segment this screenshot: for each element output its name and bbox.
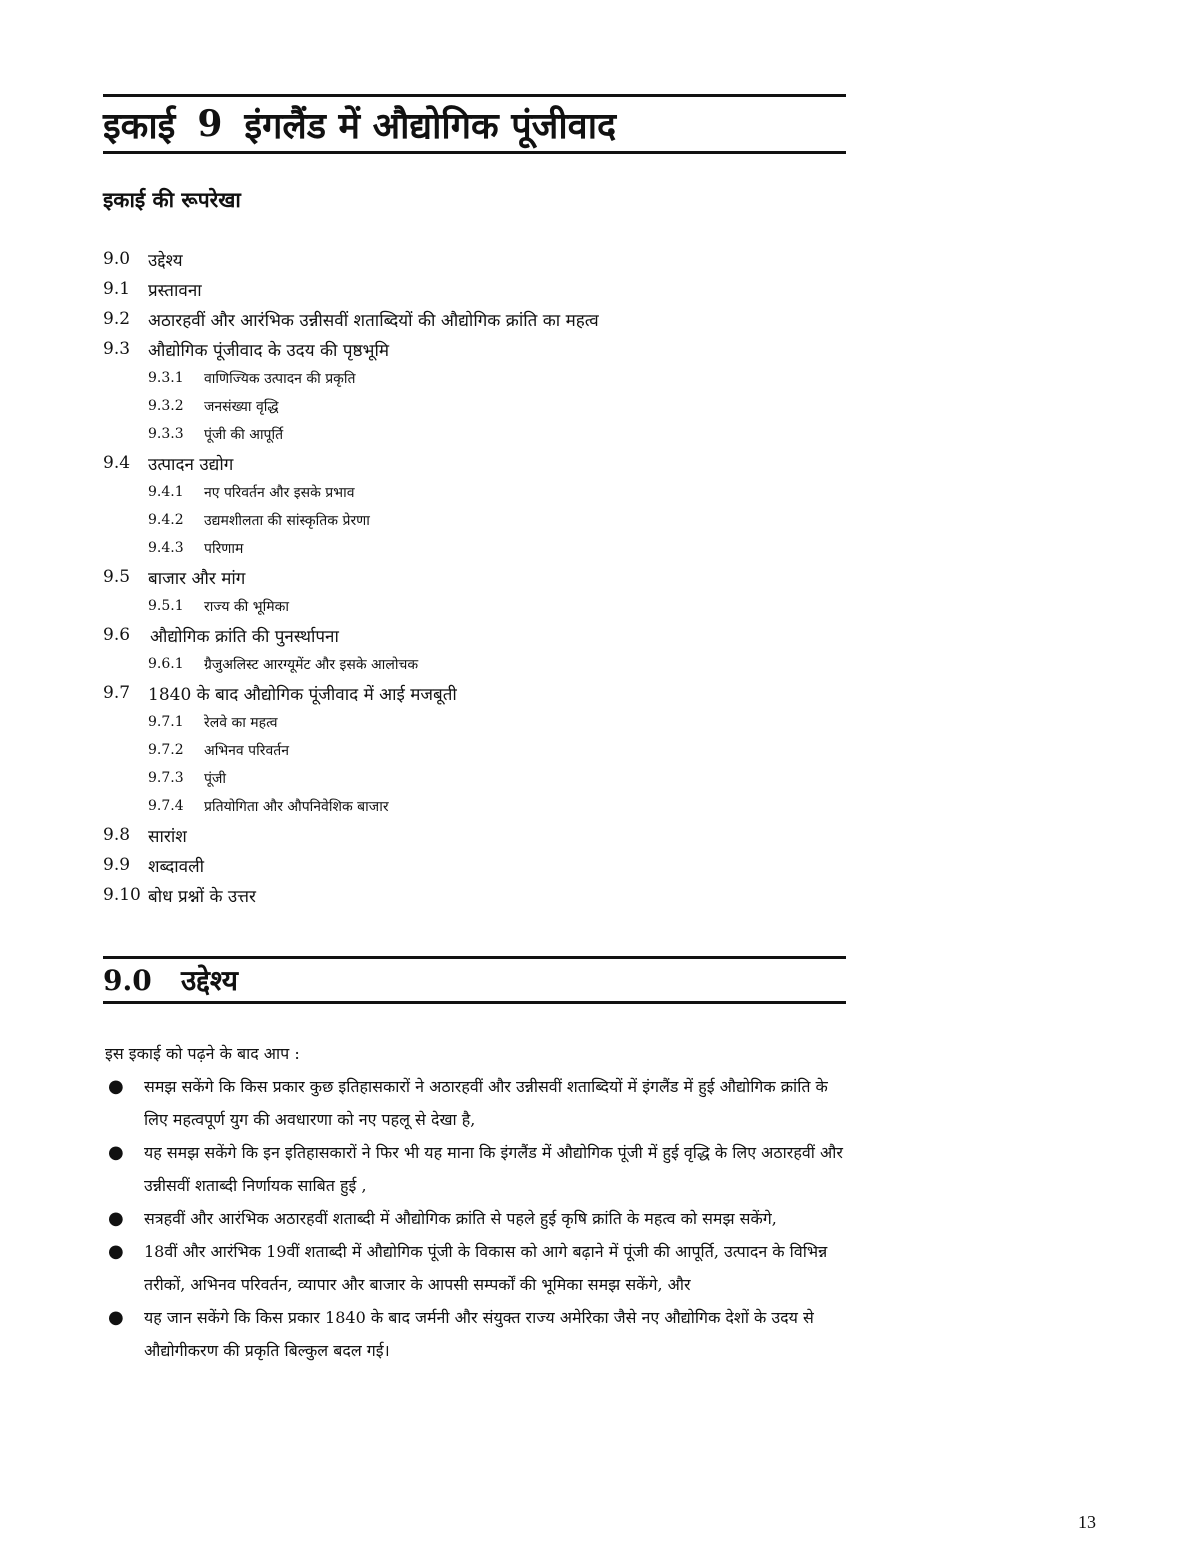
outline-item-text: जनसंख्या वृद्धि bbox=[204, 398, 279, 415]
outline-item bbox=[103, 880, 843, 910]
outline-list bbox=[103, 244, 843, 910]
outline-item-text: अठारहवीं और आरंभिक उन्नीसवीं शताब्दियों की औद्योगिक क्रांति का महत्व bbox=[148, 310, 599, 331]
outline-heading: इकाई की रूपरेखा bbox=[103, 187, 241, 212]
outline-item-number: 9.4 bbox=[103, 453, 131, 473]
outline-item bbox=[103, 304, 843, 334]
outline-item-number: 9.3.1 bbox=[148, 370, 184, 386]
objective-text: सत्रहवीं और आरंभिक अठारहवीं शताब्दी में औद्योगिक क्रांति से पहले हुई कृषि क्रांति के महत्व को समझ सकेंगे, bbox=[144, 1209, 777, 1228]
section-rule-top bbox=[103, 956, 846, 959]
objective-text: यह जान सकेंगे कि किस प्रकार 1840 के बाद जर्मनी और संयुक्त राज्य अमेरिका जैसे नए औद्योगिक देशों के उदय से औद्योगीकरण की प्रकृति बिल्कुल बदल गई। bbox=[144, 1308, 814, 1360]
section-number: 9.0 bbox=[103, 963, 152, 997]
outline-item-text: बाजार और मांग bbox=[148, 568, 246, 589]
outline-item bbox=[103, 448, 843, 478]
bullet-icon: ● bbox=[108, 1241, 124, 1262]
header-rule-bottom bbox=[103, 151, 846, 154]
outline-subitem bbox=[103, 364, 843, 392]
bullet-icon: ● bbox=[108, 1142, 124, 1163]
objectives-list bbox=[108, 1070, 853, 1367]
outline-item bbox=[103, 274, 843, 304]
outline-item-text: परिणाम bbox=[204, 540, 244, 557]
outline-item-number: 9.10 bbox=[103, 885, 141, 905]
outline-item-number: 9.3.2 bbox=[148, 398, 184, 414]
outline-item-number: 9.7.3 bbox=[148, 770, 184, 786]
outline-item-text: उद्देश्य bbox=[148, 250, 183, 271]
bullet-icon: ● bbox=[108, 1208, 124, 1229]
outline-item-number: 9.2 bbox=[103, 309, 131, 329]
outline-item-text: शब्दावली bbox=[148, 856, 205, 877]
unit-label: इकाई bbox=[103, 104, 176, 147]
outline-item-number: 9.3 bbox=[103, 339, 131, 359]
outline-item-number: 9.8 bbox=[103, 825, 131, 845]
outline-subitem bbox=[103, 592, 843, 620]
outline-item-number: 9.5.1 bbox=[148, 598, 184, 614]
outline-item-text: पूंजी bbox=[204, 770, 226, 787]
outline-item-number: 9.5 bbox=[103, 567, 131, 587]
outline-item-text: उत्पादन उद्योग bbox=[148, 454, 234, 475]
outline-subitem bbox=[103, 708, 843, 736]
bullet-icon: ● bbox=[108, 1076, 124, 1097]
outline-item-number: 9.6.1 bbox=[148, 656, 184, 672]
outline-item-text: राज्य की भूमिका bbox=[204, 598, 289, 615]
outline-item-text: नए परिवर्तन और इसके प्रभाव bbox=[204, 484, 355, 501]
outline-item-number: 9.9 bbox=[103, 855, 131, 875]
unit-number: 9 bbox=[197, 103, 223, 145]
outline-item-text: सारांश bbox=[148, 826, 187, 847]
outline-item-number: 9.4.2 bbox=[148, 512, 184, 528]
unit-title bbox=[103, 100, 616, 148]
objective-text: यह समझ सकेंगे कि इन इतिहासकारों ने फिर भी यह माना कि इंगलैंड में औद्योगिक पूंजी में हुई वृद्धि के लिए अठारहवीं और उन्नीसवीं शताब्दी निर्णायक साबित हुई , bbox=[144, 1143, 843, 1195]
outline-item-text: औद्योगिक पूंजीवाद के उदय की पृष्ठभूमि bbox=[148, 340, 390, 361]
bullet-icon: ● bbox=[108, 1307, 124, 1328]
outline-subitem bbox=[103, 506, 843, 534]
outline-subitem bbox=[103, 736, 843, 764]
outline-subitem bbox=[103, 478, 843, 506]
outline-subitem bbox=[103, 650, 843, 678]
header-rule-top bbox=[103, 94, 846, 97]
outline-item-text: अभिनव परिवर्तन bbox=[204, 742, 290, 759]
section-title-text: उद्देश्य bbox=[181, 964, 239, 997]
outline-item-text: बोध प्रश्नों के उत्तर bbox=[148, 886, 256, 907]
outline-item-text: ग्रैजुअलिस्ट आरग्यूमेंट और इसके आलोचक bbox=[204, 656, 419, 673]
outline-subitem bbox=[103, 764, 843, 792]
page-number: 13 bbox=[1078, 1512, 1096, 1532]
objective-item bbox=[108, 1136, 853, 1202]
outline-subitem bbox=[103, 392, 843, 420]
outline-subitem bbox=[103, 792, 843, 820]
outline-item bbox=[103, 820, 843, 850]
objective-item bbox=[108, 1301, 853, 1367]
outline-subitem bbox=[103, 534, 843, 562]
outline-item-number: 9.3.3 bbox=[148, 426, 184, 442]
outline-item-number: 9.7.4 bbox=[148, 798, 184, 814]
outline-item-number: 9.6 bbox=[103, 625, 131, 645]
outline-item-number: 9.4.3 bbox=[148, 540, 184, 556]
objective-text: समझ सकेंगे कि किस प्रकार कुछ इतिहासकारों ने अठारहवीं और उन्नीसवीं शताब्दियों में इंगलैंड में हुई औद्योगिक क्रांति के लिए महत्वपूर्ण युग की अवधारणा को नए पहलू से देखा है, bbox=[144, 1077, 828, 1129]
outline-item-number: 9.0 bbox=[103, 249, 131, 269]
objective-item bbox=[108, 1235, 853, 1301]
outline-item bbox=[103, 244, 843, 274]
outline-item bbox=[103, 620, 843, 650]
outline-item bbox=[103, 334, 843, 364]
outline-item-text: रेलवे का महत्व bbox=[204, 714, 278, 731]
objective-item bbox=[108, 1202, 853, 1235]
outline-item-number: 9.1 bbox=[103, 279, 131, 299]
outline-item-text: पूंजी की आपूर्ति bbox=[204, 426, 284, 443]
outline-item-text: वाणिज्यिक उत्पादन की प्रकृति bbox=[204, 370, 356, 387]
outline-item bbox=[103, 562, 843, 592]
outline-item-number: 9.4.1 bbox=[148, 484, 184, 500]
outline-subitem bbox=[103, 420, 843, 448]
outline-item-number: 9.7.1 bbox=[148, 714, 184, 730]
section-intro: इस इकाई को पढ़ने के बाद आप : bbox=[105, 1044, 300, 1063]
section-rule-bottom bbox=[103, 1001, 846, 1004]
outline-item bbox=[103, 678, 843, 708]
unit-title-text: इंगलैंड में औद्योगिक पूंजीवाद bbox=[244, 104, 617, 147]
outline-item-text: प्रस्तावना bbox=[148, 280, 202, 301]
outline-item-text: 1840 के बाद औद्योगिक पूंजीवाद में आई मजबूती bbox=[148, 684, 457, 705]
outline-item bbox=[103, 850, 843, 880]
outline-item-text: प्रतियोगिता और औपनिवेशिक बाजार bbox=[204, 798, 389, 815]
objective-text: 18वीं और आरंभिक 19वीं शताब्दी में औद्योगिक पूंजी के विकास को आगे बढ़ाने में पूंजी की आपूर्ति, उत्पादन के विभिन्न तरीकों, अभिनव परिवर्तन, व्यापार और बाजार के आपसी सम्पर्कों की भूमिका समझ सकेंगे, और bbox=[144, 1242, 828, 1294]
outline-item-number: 9.7 bbox=[103, 683, 131, 703]
outline-item-number: 9.7.2 bbox=[148, 742, 184, 758]
section-title bbox=[103, 962, 238, 998]
objective-item bbox=[108, 1070, 853, 1136]
outline-item-text: उद्यमशीलता की सांस्कृतिक प्रेरणा bbox=[204, 512, 370, 529]
outline-item-text: औद्योगिक क्रांति की पुनर्स्थापना bbox=[150, 626, 339, 647]
